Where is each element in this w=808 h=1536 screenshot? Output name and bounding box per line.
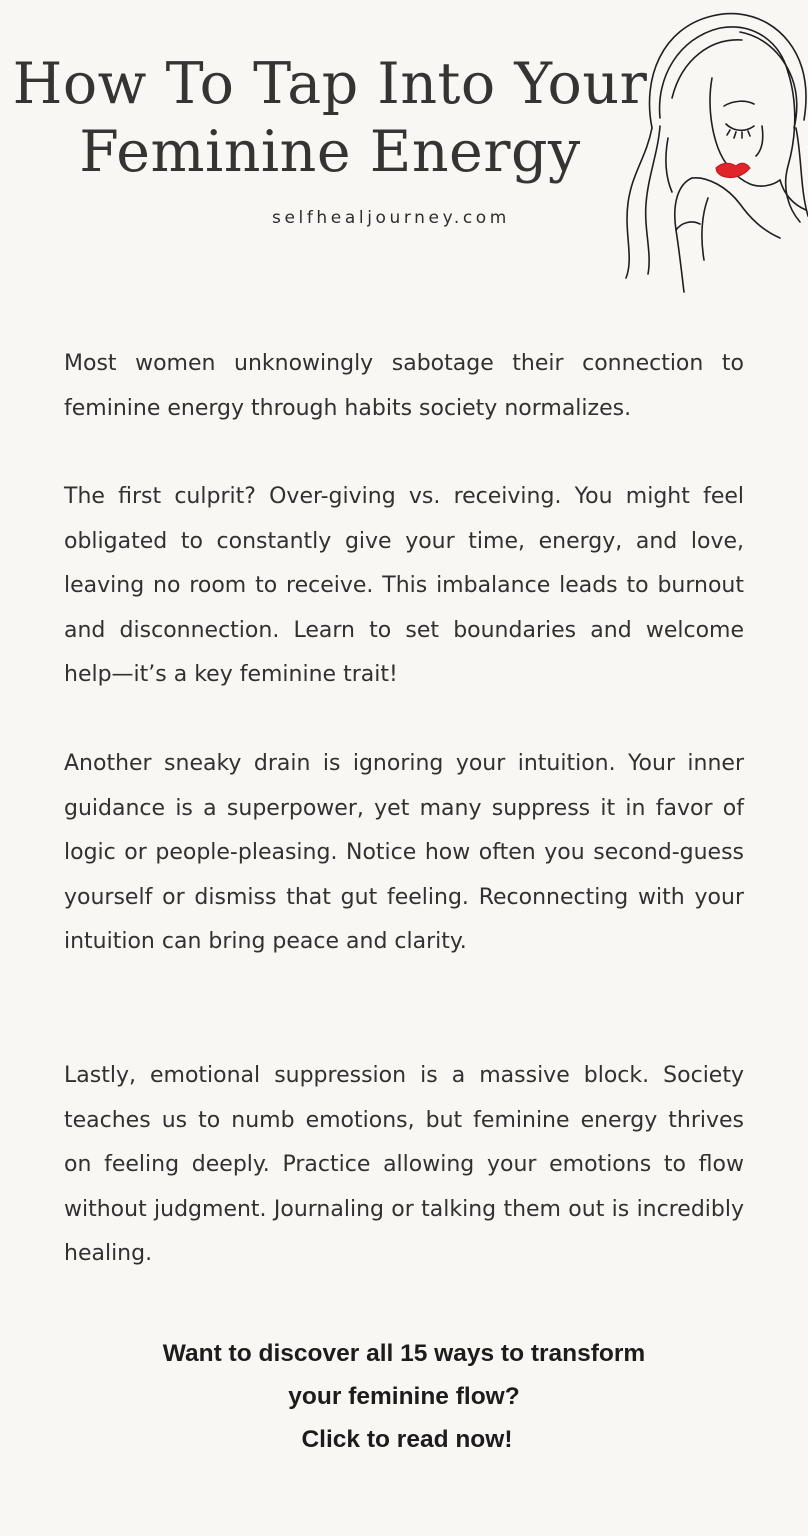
site-name: selfhealjourney.com: [272, 208, 510, 228]
paragraph-intuition: Another sneaky drain is ignoring your intuition. Your inner guidance is a superpower, yet many suppress it in favor of logic or people-pleasing. Notice how often you second-guess yourself or dismiss that gut feeling. Reconnecting with your intuition can bring peace and clarity.: [64, 751, 744, 954]
title-line-1: How To Tap Into Your: [12, 51, 648, 117]
cta-line-1: Want to discover all 15 ways to transform: [162, 1340, 646, 1367]
read-now-link[interactable]: Click to read now!: [301, 1426, 513, 1453]
title-line-2: Feminine Energy: [79, 119, 581, 185]
paragraph-emotional-suppression: Lastly, emotional suppression is a massive block. Society teaches us to numb emotions, but feminine energy thrives on feeling deeply. Practice allowing your emotions to flow without judgment. Journaling or talking them out is incredibly healing.: [64, 1063, 744, 1266]
paragraph-over-giving: The first culprit? Over-giving vs. receiving. You might feel obligated to constantly give your time, energy, and love, leaving no room to receive. This imbalance leads to burnout and disconnection. Learn to set boundaries and welcome help—it’s a key feminine trait!: [64, 484, 744, 687]
woman-line-art-icon: [612, 8, 808, 298]
page-title: [0, 50, 660, 186]
call-to-action: [0, 1332, 808, 1461]
cta-line-2: your feminine flow?: [288, 1383, 520, 1410]
paragraph-intro: Most women unknowingly sabotage their connection to feminine energy through habits society normalizes.: [64, 351, 744, 421]
